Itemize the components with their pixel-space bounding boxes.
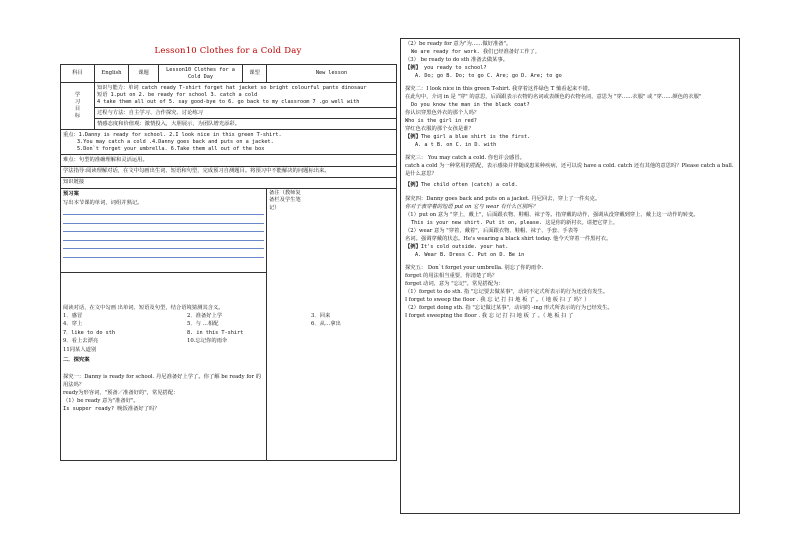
text-line: （2）be ready for 意为"为……做好准备"。 xyxy=(405,41,512,47)
goal-char: 学 xyxy=(74,91,81,98)
preview-heading: 预习案 xyxy=(63,191,79,198)
text-line: you ready to school? xyxy=(420,64,487,71)
goal-char: 标 xyxy=(74,113,81,120)
explore-two: 探究二：I look nice in this green T-shirt. 我穿着这件绿色 T 恤看起来不错。 xyxy=(405,86,594,93)
key-label: 重点： xyxy=(63,131,79,138)
text-line: catch a cold 为一种常用的搭配，表示感染并伴随或患某种疾病，还可以说 have a cold. catch 还有其他的意思吗？Please catch a ball. 是什么意思？ xyxy=(405,163,734,178)
phrase-item: 4．穿上 xyxy=(63,321,83,328)
explore-four: 探究四：Danny goes back and puts on a jacket. 丹尼回去，穿上了一件夹克。 xyxy=(405,196,601,203)
text-line: We are ready for work. 我们已经准备好工作了。 xyxy=(411,48,540,55)
goal-line: 短语 1.put on 2. be ready for school 3. catch a cold xyxy=(97,91,258,98)
phrase-item: 7．like to do sth xyxy=(63,329,116,336)
text-line: Who is the girl in red? xyxy=(405,118,477,125)
goal-line: 4 take them all out of 5. say good-bye to 6. go back to my classroom 7 .go well with xyxy=(97,98,360,105)
topic-label: 课题 xyxy=(129,65,159,83)
subject-value: English xyxy=(95,65,129,83)
key-line: 5.Don`t forget your umbrella. 6.Take them all out of the box xyxy=(77,145,265,152)
lesson-info-table xyxy=(60,64,397,461)
answer-line xyxy=(63,234,264,241)
text-line: 你对于表穿着的短语 put on 它与 wear 有什么区别吗？ xyxy=(405,204,538,211)
key-points xyxy=(61,130,397,155)
answer-line xyxy=(63,251,264,258)
study-guide: 学法指导:阅读理解对话，在文中勾画出生词、短语和句型，完成预习自测题目。将预习中不能解决的问题标出来。 xyxy=(61,166,397,177)
options-line: A. Do; go B. Do; to go C. Are; go D. Are; to go xyxy=(415,72,562,79)
options-line: A. Wear B. Dress C. Put on D. Be in xyxy=(415,251,525,258)
text-line: （3） be ready to do sth 准备去做某事。 xyxy=(405,56,509,63)
answer-line xyxy=(63,217,264,224)
notes-label: 备注（教师复备栏及学生笔记） xyxy=(269,190,301,211)
options-line: A. a t B. on C. in D. with xyxy=(415,141,497,148)
preview-instruction: 写出本节课的单词，词组并熟记。 xyxy=(63,199,143,206)
text-line: 你认识穿黑色外衣的那个人吗？ xyxy=(405,110,480,117)
key-line: 3.You may catch a cold .4.Danny goes back and puts on a jacket. xyxy=(77,138,274,145)
text-line: I forget to sweep the floor . 我 忘 记 打 扫 地 板 了 。（ 地 板 扫 了 吗？） xyxy=(405,297,590,304)
example-label: 【例】 xyxy=(405,182,421,189)
text-line: forget 的用法相当重要，你清楚了吗？ xyxy=(405,273,498,280)
answer-line xyxy=(63,225,264,232)
key-line: 1.Danny is ready for school. 2.I look nice in this green T-shirt. xyxy=(78,131,282,138)
text-line: （2）forget doing sth. 指 "忘记做过某事"，动词的 -ing 形式所表示的行为已经发生。 xyxy=(405,305,613,312)
text-line: 穿红色衣服的那个女孩是谁？ xyxy=(405,125,474,132)
text-line: 名词。强调穿戴的状态。He's wearing a black shirt today. 他今天穿着一件黑衬衣。 xyxy=(405,235,612,242)
explore-five: 探究五： Don`t forget your umbrella. 别忘了你的雨伞. xyxy=(405,265,544,272)
text-line: 在此句中，介词 in 是 "穿" 的意思，后面跟表示衣物的名词或表颜色的衣物名词，意思为 "穿……衣服" 或 "穿……颜色的衣服" xyxy=(405,94,702,101)
explore-one: 探究一：Danny is ready for school. 丹尼准备好上学了。你了解 be ready for 的用法吗？ xyxy=(63,373,261,388)
answer-line xyxy=(63,208,264,215)
phrase-item: 9．看上去漂亮 xyxy=(63,338,99,345)
explore-one-note: ready为形容词，"预备／准备好的"，常见搭配： xyxy=(63,389,179,396)
goal-char: 目 xyxy=(74,106,81,113)
type-value: New lesson xyxy=(267,65,397,83)
text-line: （2）wear 意为 "穿着，戴着"，后面跟衣物、鞋帽、袜子、手套、手表等 xyxy=(405,227,579,234)
preview-cell xyxy=(61,188,267,272)
goal-label xyxy=(61,83,95,130)
answer-line xyxy=(63,242,264,249)
goal-process: 过程与方法：自主学习、合作探究、讨论练习 xyxy=(95,108,397,119)
type-label: 课型 xyxy=(243,65,267,83)
explore-three: 探究三： You may catch a cold. 你也许会感冒。 xyxy=(405,155,525,162)
phrase-item xyxy=(311,338,371,345)
text-line: forget 动词，意为 "忘记"。常见搭配为： xyxy=(405,281,504,288)
difficult-points: 难点：句型的准确理解和灵活运用。 xyxy=(61,155,397,166)
text-line: I forget sweeping the floor . 我 忘 记 打 扫 地 板 了 。（ 地 板 扫 了 xyxy=(405,313,574,320)
phrase-item xyxy=(311,330,371,337)
knowledge-link: 知识链接 xyxy=(61,177,397,188)
phrase-item: 6．从…拿出 xyxy=(311,321,341,328)
subject-label: 科目 xyxy=(61,65,95,83)
phrase-item: 10.忘记你的雨伞 xyxy=(187,338,228,345)
phrase-list xyxy=(63,312,341,355)
right-frame xyxy=(400,38,740,514)
lesson-title: Lesson10 Clothes for a Cold Day xyxy=(154,46,302,56)
explore-heading: 二．探究案 xyxy=(63,357,90,364)
explore-one-usage: （1）be ready 意为"准备好"。 xyxy=(63,398,139,405)
topic-value: Lesson10 Clothes for a Cold Day xyxy=(159,65,243,83)
goal-char: 习 xyxy=(74,99,81,106)
goal-emotion: 情感态度和价值观：激情投入，大胆展示，为团队增光添彩。 xyxy=(95,119,397,130)
phrase-item: 2．准备好上学 xyxy=(187,312,223,319)
goal-line: 知识与能力：单词 catch ready T-shirt forget hat jacket so bright colourful pants dinosaur xyxy=(97,84,367,91)
text-line: This is your new shirt. Put it on, please. 这是你的新衬衣。请把它穿上。 xyxy=(411,220,618,227)
right-column xyxy=(400,38,740,514)
example-label: 【例】 xyxy=(405,133,421,140)
read-instruction: 阅读对话，在文中勾画 出单词、短语及句型，结合语境猜测其含义。 xyxy=(63,305,224,312)
phrase-item: 11同某人道别 xyxy=(63,346,97,353)
explore-one-example: Is supper ready? 晚饭准备好了吗？ xyxy=(63,406,160,413)
phrase-item: 8. in this T-shirt xyxy=(187,329,244,336)
example-label: 【例】 xyxy=(405,64,421,71)
phrase-item: 3．回来 xyxy=(311,312,331,319)
phrase-item: 1．感冒 xyxy=(63,312,83,319)
example-label: 【例】 xyxy=(405,243,421,250)
text-line: （1）forget to do sth. 指 "忘记要去做某事"，动词不定式所表示的行为还没有发生。 xyxy=(405,289,609,296)
goal-knowledge xyxy=(95,83,397,108)
text-line: （1）put on 意为 "穿上，戴上"，后面跟衣物、鞋帽、袜子等。指穿戴的动作，强调从没穿戴到穿上、戴上这一动作的转变。 xyxy=(405,212,699,219)
text-line: The girl a blue shirt is the first. xyxy=(420,133,531,140)
text-line: It's cold outside. your hat. xyxy=(420,243,509,250)
phrase-item: 5．与 …相配 xyxy=(187,321,219,328)
text-line: Do you know the man in the black coat? xyxy=(411,102,530,109)
left-column xyxy=(60,36,396,461)
explore-cell xyxy=(61,272,341,460)
text-line: The child often (catch) a cold. xyxy=(420,182,518,189)
